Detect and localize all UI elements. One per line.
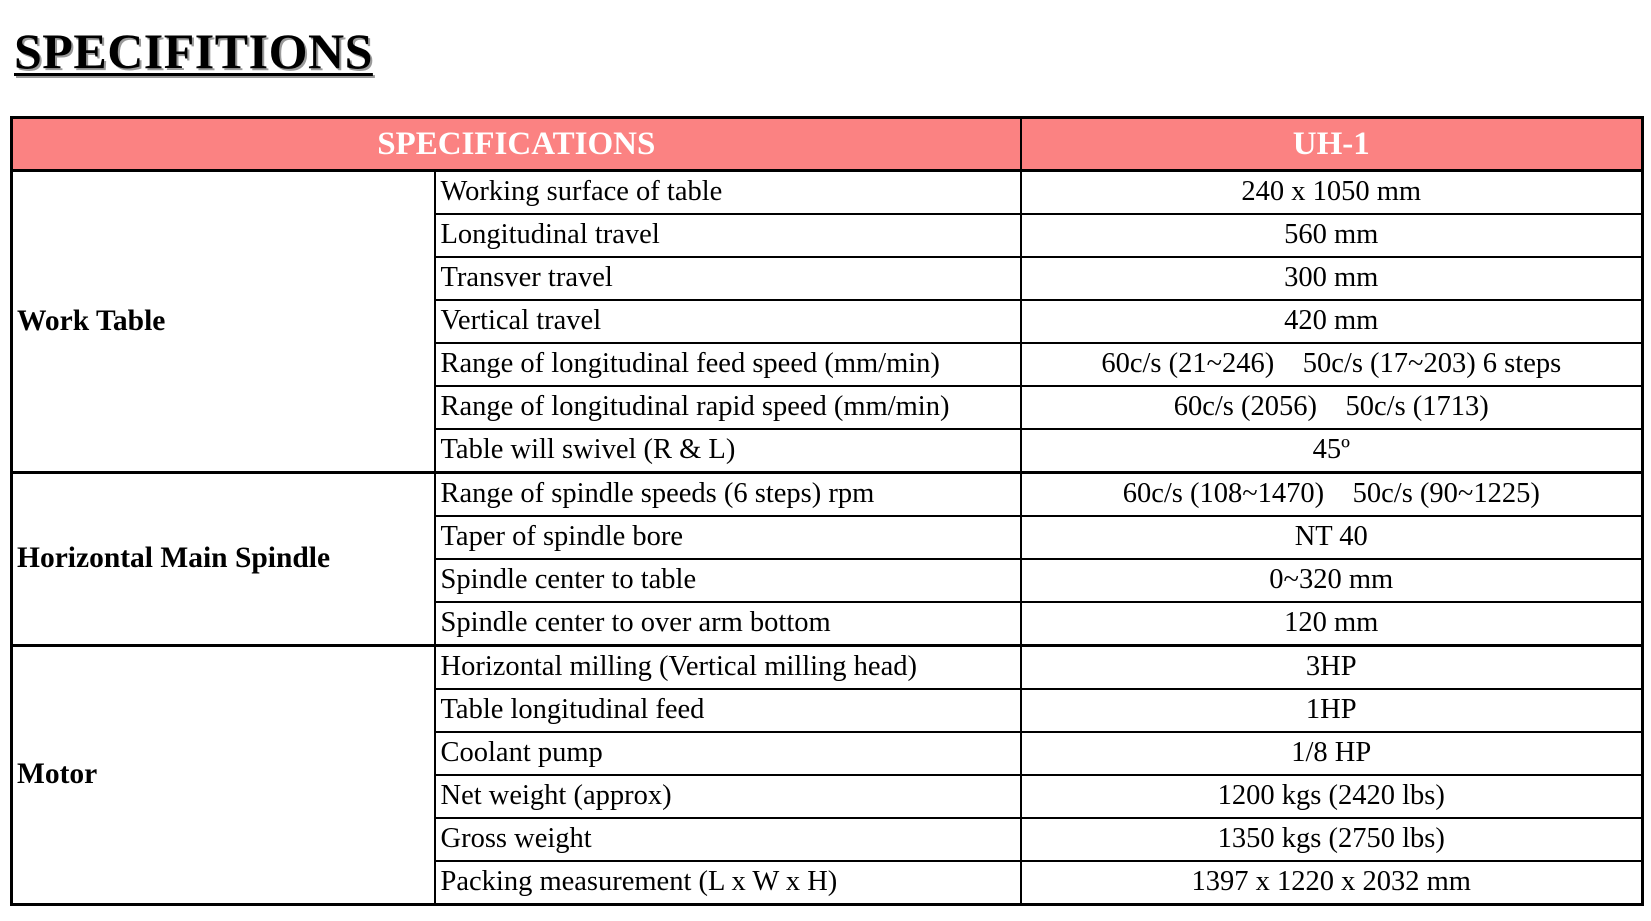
category-horizontal-main-spindle: Horizontal Main Spindle — [12, 473, 435, 646]
spec-value: NT 40 — [1021, 516, 1643, 559]
spec-label: Coolant pump — [435, 732, 1021, 775]
spec-value: 120 mm — [1021, 602, 1643, 646]
spec-value: 1HP — [1021, 689, 1643, 732]
spec-label: Net weight (approx) — [435, 775, 1021, 818]
spec-value: 240 x 1050 mm — [1021, 171, 1643, 215]
spec-label: Range of longitudinal rapid speed (mm/min) — [435, 386, 1021, 429]
spec-value: 0~320 mm — [1021, 559, 1643, 602]
spec-label: Spindle center to over arm bottom — [435, 602, 1021, 646]
spec-value: 300 mm — [1021, 257, 1643, 300]
category-work-table: Work Table — [12, 171, 435, 473]
spec-label: Packing measurement (L x W x H) — [435, 861, 1021, 905]
category-motor: Motor — [12, 646, 435, 905]
spec-value: 60c/s (2056) 50c/s (1713) — [1021, 386, 1643, 429]
spec-label: Table longitudinal feed — [435, 689, 1021, 732]
spec-value: 1/8 HP — [1021, 732, 1643, 775]
spec-label: Range of spindle speeds (6 steps) rpm — [435, 473, 1021, 517]
spec-label: Working surface of table — [435, 171, 1021, 215]
spec-value: 60c/s (21~246) 50c/s (17~203) 6 steps — [1021, 343, 1643, 386]
table-row — [12, 171, 1643, 215]
spec-value: 60c/s (108~1470) 50c/s (90~1225) — [1021, 473, 1643, 517]
spec-value: 1350 kgs (2750 lbs) — [1021, 818, 1643, 861]
table-header-row — [12, 118, 1643, 171]
spec-value: 420 mm — [1021, 300, 1643, 343]
spec-label: Gross weight — [435, 818, 1021, 861]
page-title: SPECIFITIONS — [14, 23, 373, 79]
spec-label: Taper of spindle bore — [435, 516, 1021, 559]
spec-label: Spindle center to table — [435, 559, 1021, 602]
table-row — [12, 473, 1643, 517]
spec-label: Transver travel — [435, 257, 1021, 300]
table-body — [12, 171, 1643, 905]
spec-value: 560 mm — [1021, 214, 1643, 257]
table-row — [12, 646, 1643, 690]
spec-value: 1200 kgs (2420 lbs) — [1021, 775, 1643, 818]
spec-value: 3HP — [1021, 646, 1643, 690]
spec-label: Horizontal milling (Vertical milling head) — [435, 646, 1021, 690]
spec-label: Range of longitudinal feed speed (mm/min) — [435, 343, 1021, 386]
spec-value: 45º — [1021, 429, 1643, 473]
spec-label: Longitudinal travel — [435, 214, 1021, 257]
spec-value: 1397 x 1220 x 2032 mm — [1021, 861, 1643, 905]
specifications-table — [10, 116, 1644, 906]
specifications-header: SPECIFICATIONS — [12, 118, 1021, 171]
spec-label: Vertical travel — [435, 300, 1021, 343]
spec-label: Table will swivel (R & L) — [435, 429, 1021, 473]
model-header: UH-1 — [1021, 118, 1643, 171]
